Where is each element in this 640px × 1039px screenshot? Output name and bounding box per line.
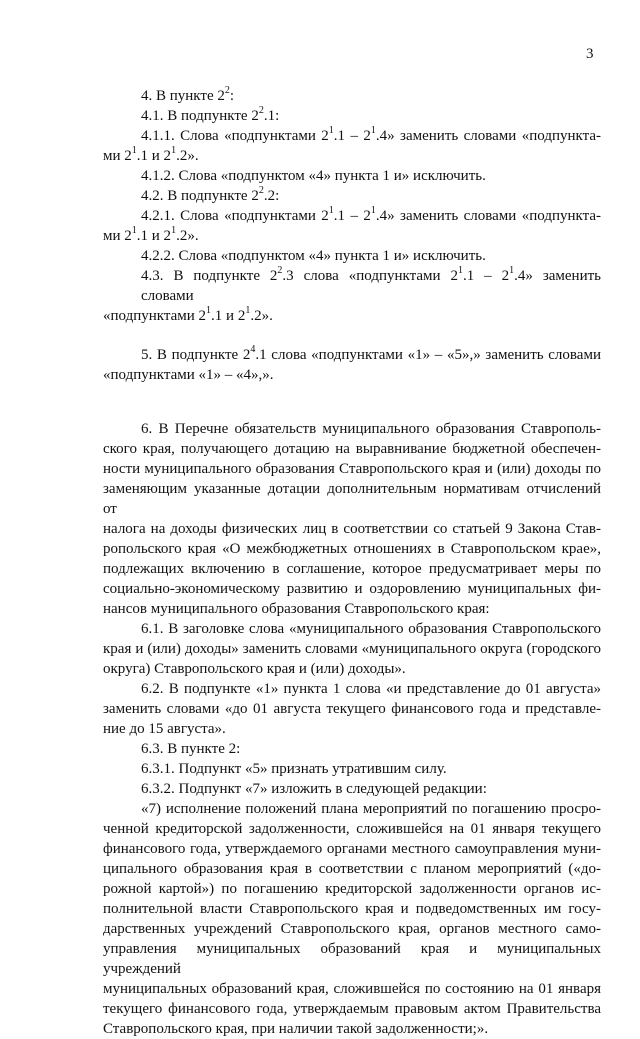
line: муниципальных образований края, сложившейся по состоянию на 01 января <box>103 981 601 997</box>
item-4-2-2: 4.2.2. Слова «подпунктом «4» пункта 1 и» исключить. <box>141 248 486 264</box>
line: 4.1.1. Слова «подпунктами $2^1.1 - 2^1.4$» заменить словами «подпункта- <box>141 125 602 144</box>
item-4: 4. В пункте $2^2$: <box>141 85 235 104</box>
line: подлежащих включению в соглашение, которое предусматривает меры по <box>103 561 601 577</box>
item-6-3-1: 6.3.1. Подпункт «5» признать утратившим силу. <box>141 761 447 777</box>
item-4-1-2: 4.1.2. Слова «подпунктом «4» пункта 1 и» исключить. <box>141 168 486 184</box>
line: Ставропольского края, при наличии такой задолженности;». <box>103 1021 489 1037</box>
line: ченной кредиторской задолженности, сложившейся на 01 января текущего <box>103 821 601 837</box>
line: финансового года, утверждаемого органами местного самоуправления муни- <box>103 841 601 857</box>
line: ние до 15 августа». <box>103 721 226 737</box>
line: рожной картой») по погашению кредиторской задолженности органов ис- <box>103 881 601 897</box>
line: полнительной власти Ставропольского края и подведомственных им госу- <box>103 901 601 917</box>
line: 4.2.1. Слова «подпунктами $2^1.1 - 2^1.4$» заменить словами «подпункта- <box>141 205 602 224</box>
line: 6.2. В подпункте «1» пункта 1 слова «и представление до 01 августа» <box>141 681 601 697</box>
line: ципального образования края в соответствии с планом мероприятий («до- <box>103 861 601 877</box>
line: края и (или) доходы» заменить словами «муниципального округа (городского <box>103 641 601 657</box>
line: ми $2^1.1$ и $2^1.2$». <box>103 145 199 164</box>
item-4-2: 4.2. В подпункте $2^2.2$: <box>141 185 280 204</box>
line: округа) Ставропольского края и (или) доходы». <box>103 661 406 677</box>
line: 4.3. В подпункте $2^2.3$ слова «подпунктами $2^1.1 - 2^1.4$» заменить словами <box>141 265 602 304</box>
item-6 <box>103 419 601 619</box>
line: 6. В Перечне обязательств муниципального образования Ставрополь- <box>141 421 601 437</box>
item-4-1-1 <box>103 126 601 166</box>
line: нансов муниципального образования Ставропольского края: <box>103 601 490 617</box>
line: социально-экономическому развитию и оздоровлению муниципальных фи- <box>103 581 601 597</box>
line: 6.1. В заголовке слова «муниципального образования Ставропольского <box>141 621 601 637</box>
line: налога на доходы физических лиц в соответствии со статьей 9 Закона Став- <box>103 521 601 537</box>
line: управления муниципальных образований края и муниципальных учреждений <box>103 941 601 977</box>
line: ропольского края «О межбюджетных отношениях в Ставропольском крае», <box>103 541 601 557</box>
item-6-3-2: 6.3.2. Подпункт «7» изложить в следующей редакции: <box>141 781 487 797</box>
item-6-1 <box>103 619 601 679</box>
item-6-3: 6.3. В пункте 2: <box>141 741 241 757</box>
line: 5. В подпункте $2^4.1$ слова «подпунктами «1» – «5»,» заменить словами <box>141 344 601 363</box>
document-body <box>103 86 601 1039</box>
page-number: 3 <box>586 46 594 62</box>
line: заменяющим указанные дотации дополнительным нормативам отчислений от <box>103 481 601 517</box>
item-4-1: 4.1. В подпункте $2^2.1$: <box>141 105 280 124</box>
line: текущего финансового года, утверждаемым правовым актом Правительства <box>103 1001 601 1017</box>
item-5 <box>103 345 601 385</box>
line: заменить словами «до 01 августа текущего финансового года и представле- <box>103 701 601 717</box>
line: ского края, получающего дотацию на выравнивание бюджетной обеспечен- <box>103 441 601 457</box>
item-4-2-1 <box>103 206 601 246</box>
item-4-3 <box>103 266 601 326</box>
line: «7) исполнение положений плана мероприятий по погашению просро- <box>141 801 601 817</box>
line: «подпунктами $2^1.1$ и $2^1.2$». <box>103 305 273 324</box>
line: ности муниципального образования Ставропольского края и (или) доходы по <box>103 461 601 477</box>
line: «подпунктами «1» – «4»,». <box>103 367 274 383</box>
line: ми $2^1.1$ и $2^1.2$». <box>103 225 199 244</box>
item-6-2 <box>103 679 601 739</box>
subitem-7-text <box>103 799 601 1039</box>
line: дарственных учреждений Ставропольского края, органов местного само- <box>103 921 601 937</box>
